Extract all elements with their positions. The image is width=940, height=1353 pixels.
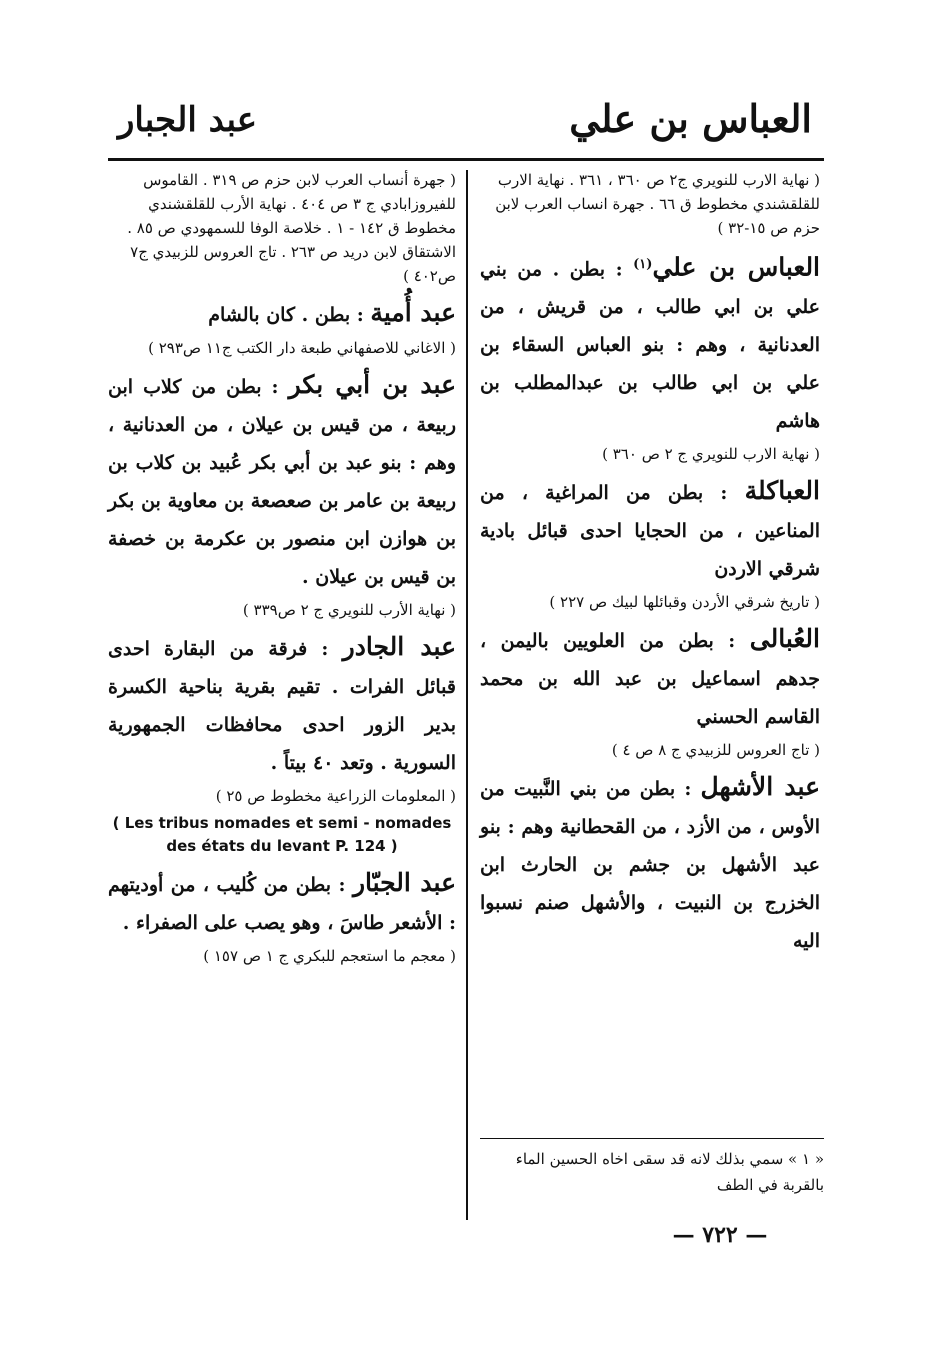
entry-body: : بطن من كلاب ابن ربيعة ، من قيس بن عيلان ، من العدنانية ، وهم : بنو عبد بن أبي بكر عُبيد بن كلاب بن ربيعة بن عامر بن صعصعة بن معاوية بن بكر بن هوازن ابن منصور بن عكرمة بن خصفة بن قيس بن عيلان . [108,376,456,588]
header-rule [108,158,824,161]
entry-heading: عبد الأشهل [700,772,820,802]
tribe-entry [480,620,820,736]
entry-heading: العباس بن علي [652,252,821,282]
tribe-entry [108,294,456,334]
column-divider [466,170,468,1220]
tribe-entry [480,768,820,960]
latin-citation: ( Les tribus nomades et semi - nomades des états du levant P. 124 ) [112,814,452,855]
source-citation: ( نهاية الأرب للنويري ج ٢ ص٣٣٩ ) [242,601,456,619]
entry-heading: عبد الجبّار [352,868,456,897]
running-head-right: العباس بن علي [569,96,812,141]
source-citation: ( معجم ما استعجم للبكري ج ١ ص ١٥٧ ) [203,947,456,965]
entry-body: : بطن . من بني علي بن ابي طالب ، من قريش ، من العدنانية ، وهم : بنو العباس السقاء بن علي بن ابي طالب بن عبدالمطلب بن هاشم [480,258,820,433]
source-citation: ( نهاية الارب للنويري ج٢ ص ٣٦٠ ، ٣٦١ . نهاية الارب للقلقشندي مخطوط ق ٦٦ . جهرة انساب العرب لابن حزم ص ١٥-٣٢ ) [495,171,820,237]
entry-body: : بطن من بني النَّبيت من الأوس ، من الأزد ، من القحطانية وهم : بنو عبد الأشهل بن جشم بن الحارث ابن الخزرج بن النبيت ، والأشهل صنم نسبوا اليه [480,778,820,953]
running-head-left: عبد الجبار [118,100,258,140]
source-citation: ( نهاية الارب للنويري ج ٢ ص ٣٦٠ ) [602,445,820,464]
source-citation: ( جهرة أنساب العرب لابن حزم ص ٣١٩ . القاموس للفيروزابادي ج ٣ ص ٤٠٤ . نهاية الأرب للقلقشندي مخطوط ق ١٤٢ - ١ . خلاصة الوفا للسمهودي ص ٨٥ . الاشتقاق لابن دريد ص ٢٦٣ . تاج العروس للزبيدي ج٧ ص٤٠٢ ) [127,171,456,285]
tribe-entry [108,366,456,596]
entry-heading: العباكلة [744,476,820,506]
source-citation: ( تاج العروس للزبيدي ج ٨ ص ٤ ) [611,741,820,760]
tribe-entry [108,864,456,942]
source-citation: ( الاغاني للاصفهاني طبعة دار الكتب ج١١ ص٢٩٣ ) [148,339,456,357]
footnote-marker: (١) [633,257,653,272]
entry-heading: عبد أُمية [370,298,456,327]
entry-heading: عبد الجادر [342,632,457,661]
entry-heading: عبد بن أبي بكر [288,370,456,399]
source-citation: ( تاريخ شرقي الأردن وقبائلها لبيك ص ٢٢٧ ) [549,593,820,612]
entry-body: : بطن من المراغية ، من المناعين ، من الحجايا احدى قبائل بادية شرقي الاردن [480,482,820,581]
page-number: — ٧٢٢ — [672,1222,768,1248]
entry-body: : بطن من كُليب ، من أوديتهم : الأشعر طاسَ ، وهو يصب على الصفراء . [108,874,456,934]
source-citation: ( المعلومات الزراعية مخطوط ص ٢٥ ) [215,787,456,805]
footnote-rule [480,1138,824,1139]
entry-heading: العُبالى [749,624,820,654]
tribe-entry [108,628,456,782]
right-column [480,168,820,962]
entry-body: : فرقة من البقارة احدى قبائل الفرات . تقيم بقرية بناحية الكسرة بدير الزور احدى محافظات الجمهورية السورية . وتعد ٤٠ بيتاً . [108,638,456,774]
tribe-entry [480,472,820,588]
entry-body: : بطن من العلويين باليمن ، جدهم اسماعيل بن عبد الله بن محمد القاسم الحسني [480,630,820,729]
entry-body: : بطن . كان بالشام [208,304,371,326]
tribe-entry [480,246,820,440]
left-column [108,168,456,972]
footnote: « ١ » سمي بذلك لانه قد سقى اخاه الحسين الماء بالقربة في الطف [515,1150,824,1194]
